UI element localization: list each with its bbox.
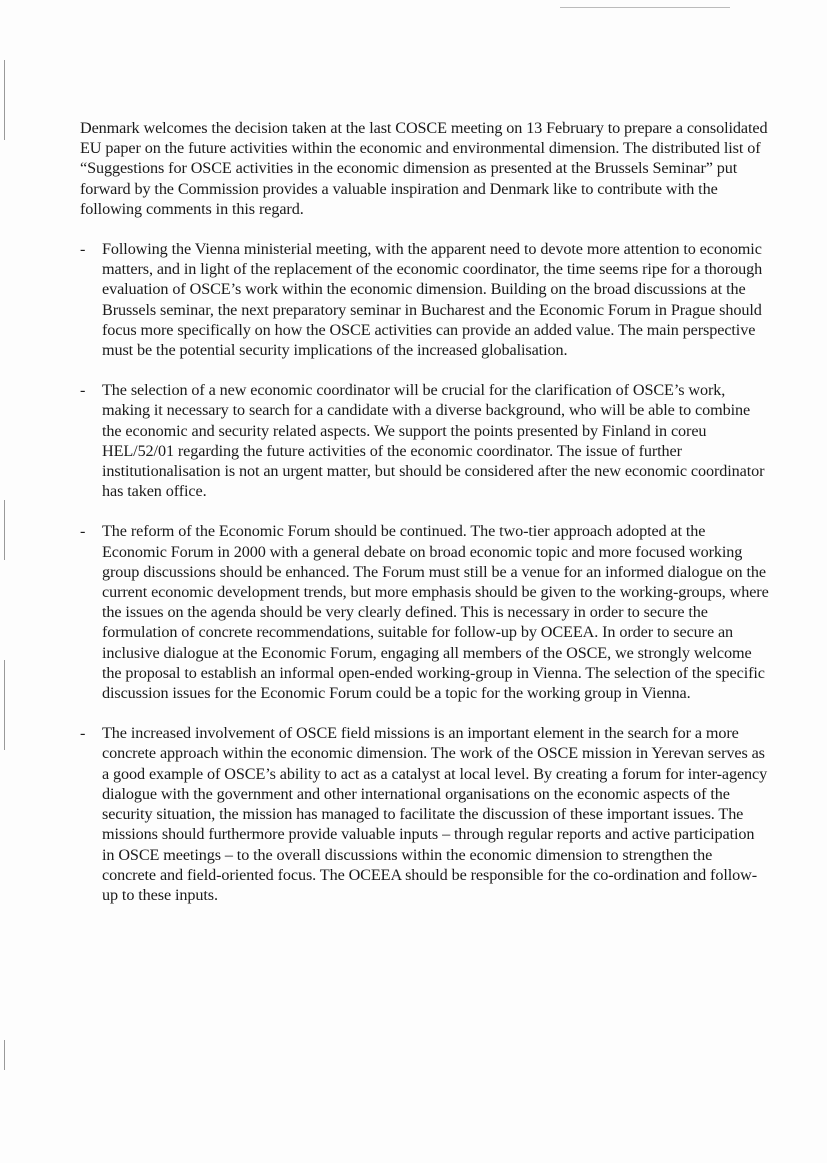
bullet-dash: -: [80, 381, 86, 400]
list-item-text: Following the Vienna ministerial meeting, with the apparent need to devote more attention to economic matters, and in light of the replacement of the economic coordinator, the time seems ripe for a thorough evaluation of OSCE’s work within the economic dimension. Building on the broad discussions at the Brussels seminar, the next preparatory seminar in Bucharest and the Economic Forum in Prague should focus more specifically on how the OSCE activities can provide an added value. The main perspective must be the potential security implications of the increased globalisation.: [102, 240, 763, 360]
scan-edge-mark: [4, 60, 5, 140]
list-item: [80, 521, 770, 703]
list-item: [80, 239, 770, 360]
scan-artifact-line: [560, 7, 730, 8]
document-body: [80, 118, 770, 925]
scan-edge-mark: [4, 1040, 5, 1070]
list-item-text: The increased involvement of OSCE field missions is an important element in the search for a more concrete approach within the economic dimension. The work of the OSCE mission in Yerevan serves as a good example of OSCE’s ability to act as a catalyst at local level. By creating a forum for inter-agency dialogue with the government and other international organisations on the economic aspects of the security situation, the mission has managed to facilitate the discussion of these important issues. The missions should furthermore provide valuable inputs – through regular reports and active participation in OSCE meetings – to the overall discussions within the economic dimension to strengthen the concrete and field-oriented focus. The OCEEA should be responsible for the co-ordination and follow-up to these inputs.: [102, 724, 768, 904]
list-item: [80, 380, 770, 501]
list-item-text: The selection of a new economic coordinator will be crucial for the clarification of OSCE’s work, making it necessary to search for a candidate with a diverse background, who will be able to combine the economic and security related aspects. We support the points presented by Finland in coreu HEL/52/01 regarding the future activities of the economic coordinator. The issue of further institutionalisation is not an urgent matter, but should be considered after the new economic coordinator has taken office.: [102, 381, 765, 501]
scan-edge-mark: [4, 660, 5, 750]
bullet-dash: -: [80, 240, 86, 259]
list-item-text: The reform of the Economic Forum should be continued. The two-tier approach adopted at the Economic Forum in 2000 with a general debate on broad economic topic and more focused working group discussions should be enhanced. The Forum must still be a venue for an informed dialogue on the current economic development trends, but more emphasis should be given to the working-groups, where the issues on the agenda should be very clearly defined. This is necessary in order to secure the formulation of concrete recommendations, suitable for follow-up by OCEEA. In order to secure an inclusive dialogue at the Economic Forum, engaging all members of the OSCE, we strongly welcome the proposal to establish an informal open-ended working-group in Vienna. The selection of the specific discussion issues for the Economic Forum could be a topic for the working group in Vienna.: [102, 522, 769, 703]
bullet-dash: -: [80, 724, 86, 743]
bullet-dash: -: [80, 522, 86, 541]
list-item: [80, 723, 770, 905]
comment-list: [80, 239, 770, 905]
scan-edge-mark: [4, 500, 5, 560]
intro-paragraph: Denmark welcomes the decision taken at the last COSCE meeting on 13 February to prepare a consolidated EU paper on the future activities within the economic and environmental dimension. The distributed list of “Suggestions for OSCE activities in the economic dimension as presented at the Brussels Seminar” put forward by the Commission provides a valuable inspiration and Denmark like to contribute with the following comments in this regard.: [80, 119, 768, 218]
